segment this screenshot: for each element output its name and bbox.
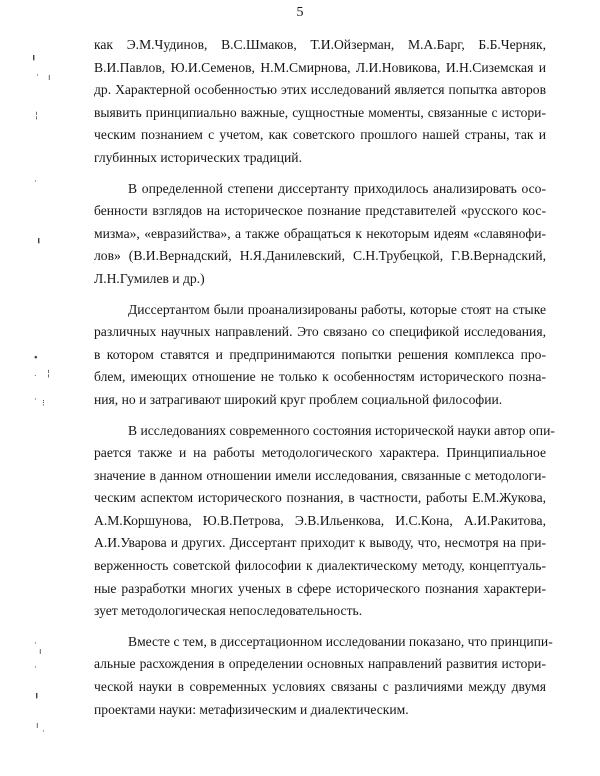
paragraph-4 [94, 420, 555, 623]
text-line: Диссертантом были проанализированы работы, которые стоят на стыке [128, 301, 546, 317]
text-line: рается также и на работы методологического характера. Принципиальное [94, 445, 546, 461]
scan-mark: · [34, 639, 37, 649]
scan-mark: ˙ [33, 375, 38, 385]
text-line: Вместе с тем, в диссертационном исследовании показано, что принципи- [128, 633, 553, 649]
text-line: верженность советской философии к диалектическому методу, концептуаль- [94, 558, 546, 574]
scan-mark: · [34, 663, 37, 673]
paragraph-1 [94, 34, 546, 170]
scan-mark: · [42, 727, 45, 737]
text-line: А.М.Коршунова, Ю.В.Петрова, Э.В.Ильенкова, И.С.Кона, А.И.Ракитова, [94, 512, 546, 528]
text-line: выявить принципиально важные, сущностные моменты, связанные с истори- [94, 104, 546, 120]
text-line: зует методологическая непоследовательность. [94, 603, 363, 619]
paragraph-3 [94, 299, 546, 412]
scan-mark: ╻ [31, 51, 37, 61]
margin-scan-marks [0, 0, 60, 776]
scan-mark: ╻ [34, 689, 40, 699]
text-line: В определенной степени диссертанту приходилось анализировать осо- [128, 180, 546, 196]
scan-mark: ╻ [36, 234, 42, 244]
text-line: А.И.Уварова и других. Диссертант приходит к выводу, что, несмотря на при- [94, 535, 546, 551]
scan-mark: ı [36, 721, 39, 731]
text-line: глубинных исторических традиций. [94, 149, 302, 165]
text-line: проектами науки: метафизическим и диалектическим. [94, 701, 409, 717]
text-line: ческим познанием с учетом, как советского прошлого нашей страны, так и [94, 127, 546, 143]
text-line: В исследованиях современного состояния исторической науки автор опи- [128, 422, 555, 438]
page-number: 5 [296, 5, 304, 20]
text-line: лов» (В.И.Вернадский, Н.Я.Данилевский, С.Н.Трубецкой, Г.В.Вернадский, [94, 248, 546, 264]
scan-mark: · [34, 177, 37, 187]
text-line: ные разработки многих ученых в сфере исторического познания характери- [94, 580, 546, 596]
scan-mark: ı [39, 647, 42, 657]
text-line: значение в данном отношении имели исследования, связанные с методологи- [94, 467, 546, 483]
text-line: различных научных направлений. Это связано со спецификой исследования, [94, 324, 546, 340]
text-line: Л.Н.Гумилев и др.) [94, 270, 205, 286]
scan-mark: ı [48, 73, 51, 83]
text-line: др. Характерной особенностью этих исследований является попытка авторов [94, 82, 546, 98]
text-line: в котором ставятся и предпринимаются попытки решения комплекса про- [94, 346, 546, 362]
text-line: ческим аспектом исторического познания, в частности, работы Е.М.Жукова, [94, 490, 546, 506]
text-line: В.И.Павлов, Ю.И.Семенов, Н.М.Смирнова, Л.И.Новикова, И.Н.Сиземская и [94, 59, 546, 75]
paragraph-5 [94, 631, 553, 721]
text-line: ния, но и затрагивают широкий круг проблем социальной философии. [94, 391, 503, 407]
scan-mark: ⁝ [42, 399, 45, 409]
text-line: бенности взглядов на историческое познание представителей «русского кос- [94, 203, 546, 219]
text-line: блем, имеющих отношение не только к особенностям исторического позна- [94, 369, 546, 385]
scan-mark: · [36, 71, 39, 81]
scan-mark: ¦ [35, 111, 39, 121]
text-line: как Э.М.Чудинов, В.С.Шмаков, Т.И.Ойзерман, М.А.Барг, Б.Б.Черняк, [94, 37, 546, 52]
scan-mark: · [34, 395, 37, 405]
text-line: альные расхождения в определении основных направлений развития истори- [94, 656, 546, 672]
scan-mark: ∙ [33, 353, 39, 363]
paragraph-2 [94, 178, 546, 291]
text-line: мизма», «евразийства», а также обращаться к некоторым идеям «славянофи- [94, 225, 546, 241]
text-line: ческой науки в современных условиях связаны с различиями между двумя [94, 679, 546, 695]
document-body [94, 34, 555, 721]
scan-mark: ¦ [47, 369, 51, 379]
